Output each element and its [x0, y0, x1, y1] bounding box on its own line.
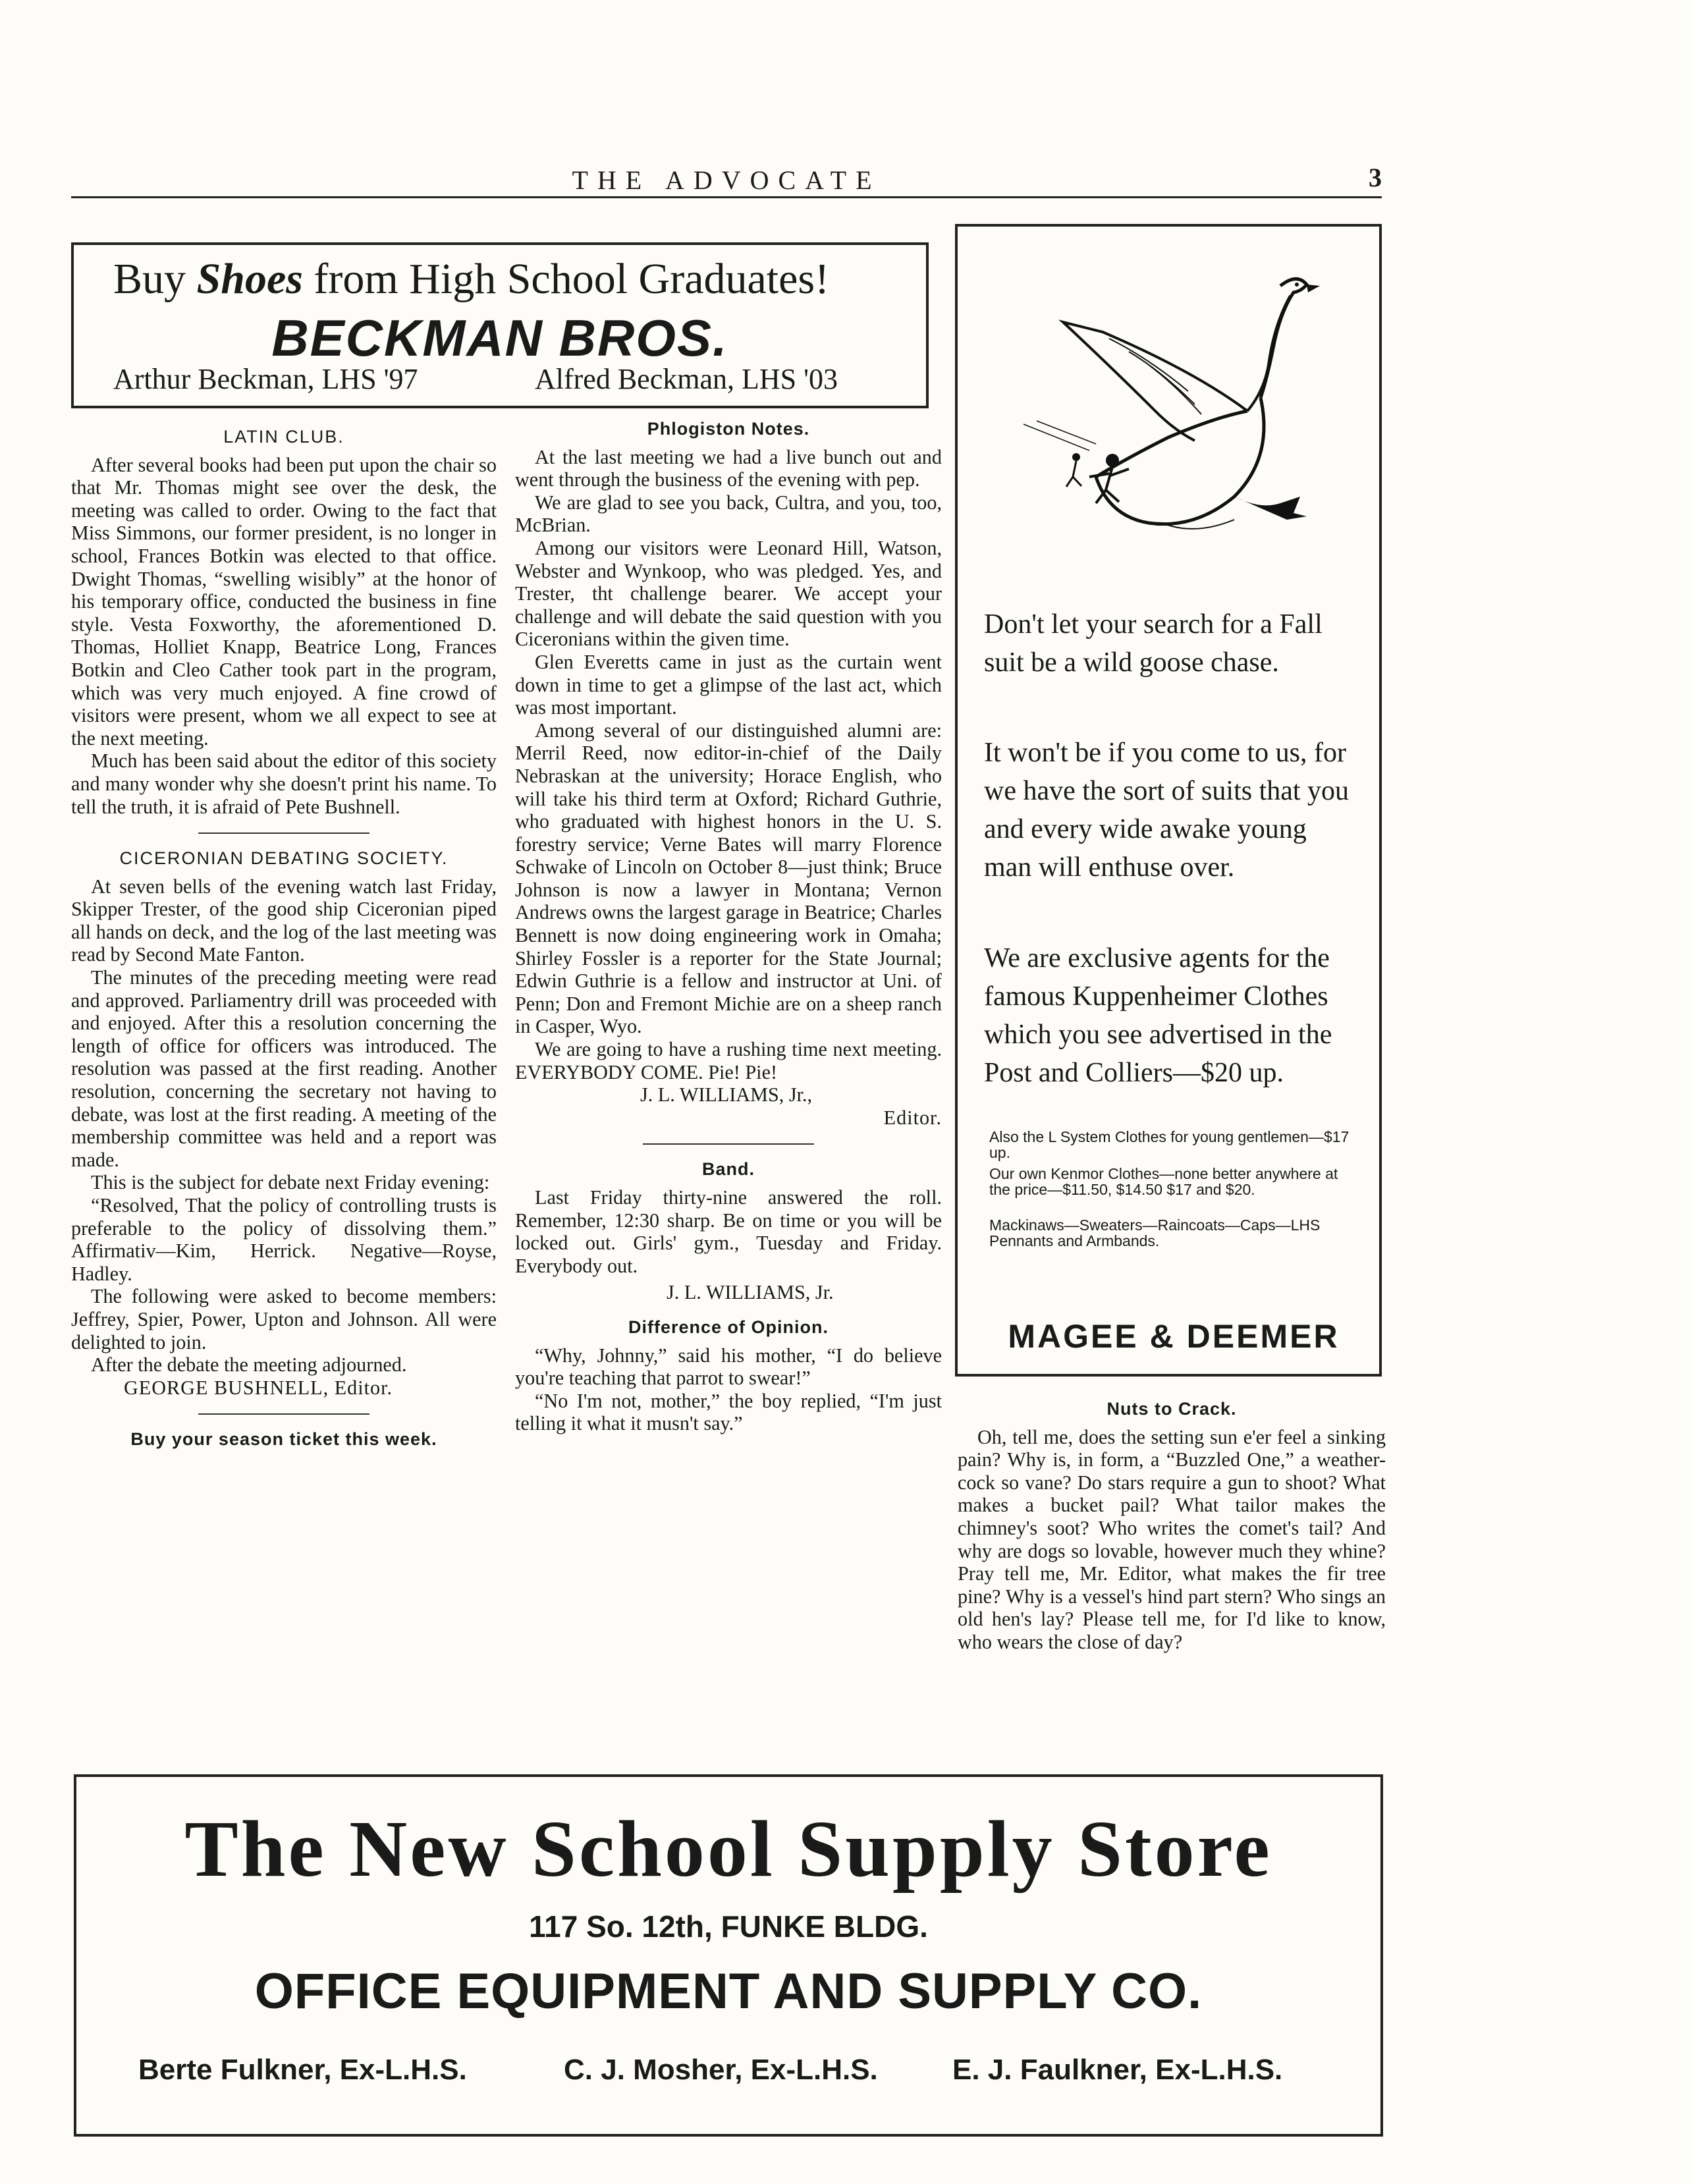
headline-pre: Buy: [113, 255, 197, 303]
section-divider: [643, 1143, 814, 1145]
partner-faulkner: E. J. Faulkner, Ex-L.H.S.: [952, 2054, 1283, 2086]
running-head: [71, 165, 1382, 198]
column-right: [958, 1398, 1386, 1654]
supply-store-name: The New School Supply Store: [184, 1805, 1272, 1894]
ciceronian-paragraph: This is the subject for debate next Friday evening:: [91, 1171, 490, 1194]
latin-club-paragraph: Much has been said about the editor of this society and many wonder why she doesn't print his name. To tell the truth, it is afraid of Pete Bushnell.: [71, 750, 497, 818]
band-heading: Band.: [701, 1159, 755, 1180]
ciceronian-paragraph: At seven bells of the evening watch last Friday, Skipper Trester, of the good ship Ciceronian piped all hands on deck, and the log of the last meeting was read by Second Mate Fanton.: [71, 875, 497, 966]
band-signature: J. L. WILLIAMS, Jr.: [667, 1281, 834, 1304]
masthead: THE ADVOCATE: [572, 165, 881, 195]
beckman-headline: [113, 254, 829, 304]
goose-ad-kenmor: Our own Kenmor Clothes—none better anywhere at the price—$11.50, $14.50 $17 and $20.: [989, 1165, 1338, 1198]
beckman-owner-alfred: Alfred Beckman, LHS '03: [535, 363, 838, 395]
phlogiston-paragraph: Glen Everetts came in just as the curtain went down in time to get a glimpse of the last act, which was most important.: [515, 650, 942, 719]
supply-store-address: 117 So. 12th, FUNKE BLDG.: [529, 1909, 928, 1944]
beckman-owner-arthur: Arthur Beckman, LHS '97: [113, 363, 418, 395]
magee-deemer-name: MAGEE & DEEMER: [1008, 1318, 1340, 1355]
ciceronian-signature: GEORGE BUSHNELL, Editor.: [124, 1376, 393, 1399]
ciceronian-paragraph: The minutes of the preceding meeting were read and approved. Parliamentry drill was proceeded with and enjoyed. After this a resolution concerning the length of office for officers was introduced. The resolution was passed at the first reading. Another resolution, concerning the secretary not having to debate, was lost at the first reading. A meeting of the membership committee was held and a report was made.: [71, 966, 497, 1171]
difference-paragraph: “Why, Johnny,” said his mother, “I do believe you're teaching that parrot to swear!”: [515, 1344, 942, 1390]
phlogiston-signature-title: Editor.: [883, 1106, 942, 1129]
latin-club-paragraph: After several books had been put upon the chair so that Mr. Thomas might see over the desk, the meeting was called to order. Owing to the fact that Miss Simmons, our former president, is no longer in school, Frances Botkin was elected to that office. Dwight Thomas, “swelling wisibly” at the honor of his temporary office, conducted the business in fine style. Vesta Foxworthy, the aforementioned D. Thomas, Holliet Knapp, Beatrice Long, Frances Botkin and Cleo Cather took part in the program, which was very much enjoyed. A fine crowd of visitors were present, whom we all expect to see at the next meeting.: [71, 453, 497, 750]
ticket-notice: Buy your season ticket this week.: [130, 1429, 437, 1450]
goose-ad-suits: It won't be if you come to us, for we have the sort of suits that you and every wide awake young man will enthuse over.: [984, 738, 1350, 883]
difference-heading: Difference of Opinion.: [628, 1317, 829, 1337]
ciceronian-paragraph: After the debate the meeting adjourned.: [91, 1353, 407, 1377]
goose-chase-illustration: [997, 259, 1340, 562]
section-divider: [198, 1413, 369, 1415]
magee-deemer-ad: [955, 224, 1382, 1377]
nuts-paragraph: Oh, tell me, does the setting sun e'er feel a sinking pain? Why is, in form, a “Buzzled One,” a weather-cock so vane? Do stars require a gun to shoot? What makes a bucket pail? What tailor makes the chimney's soot? Who writes the comet's tail? And why are dogs so lovable, however much they whine? Pray tell me, Mr. Editor, what makes the fir tree pine? Why is a vessel's hind part stern? Who sings an old hen's lay? Please tell me, for I'd like to know, who wears the close of day?: [958, 1425, 1386, 1653]
goose-ad-l-system: Also the L System Clothes for young gentlemen—$17 up.: [989, 1128, 1350, 1161]
beckman-store-name: BECKMAN BROS.: [271, 309, 728, 367]
headline-shoes: Shoes: [196, 255, 303, 303]
section-divider: [198, 833, 369, 834]
phlogiston-paragraph: We are glad to see you back, Cultra, and you, too, McBrian.: [515, 491, 942, 537]
phlogiston-paragraph: Among our visitors were Leonard Hill, Watson, Webster and Wynkoop, who was pledged. Yes, and Trester, tht challenge bearer. We accept your challenge and will debate the said question with you Ciceronians within the given time.: [515, 536, 942, 651]
ciceronian-heading: CICERONIAN DEBATING SOCIETY.: [119, 848, 449, 869]
nuts-heading: Nuts to Crack.: [1106, 1399, 1237, 1419]
ciceronian-paragraph: “Resolved, That the policy of controlling trusts is preferable to the policy of dissolving them.” Affirmativ—Kim, Herrick. Negative—Royse, Hadley.: [71, 1194, 497, 1285]
phlogiston-signature: J. L. WILLIAMS, Jr.,: [640, 1083, 813, 1106]
band-paragraph: Last Friday thirty-nine answered the roll. Remember, 12:30 sharp. Be on time or you will be locked out. Girls' gym., Tuesday and Friday. Everybody out.: [515, 1186, 942, 1277]
phlogiston-paragraph: At the last meeting we had a live bunch out and went through the business of the evening with pep.: [515, 445, 942, 491]
goose-ad-intro: Don't let your search for a Fall suit be a wild goose chase.: [984, 609, 1323, 678]
ciceronian-paragraph: The following were asked to become members: Jeffrey, Spier, Power, Upton and Johnson. All were delighted to join.: [71, 1285, 497, 1353]
page-number: 3: [1369, 163, 1382, 192]
partner-mosher: C. J. Mosher, Ex-L.H.S.: [564, 2054, 878, 2086]
phlogiston-paragraph: Among several of our distinguished alumni are: Merril Reed, now editor-in-chief of the Daily Nebraskan at the university; Horace English, who will take his third term at Oxford; Richard Guthrie, who graduated with highest honors in the U. S. forestry service; Verne Bates will marry Florence Schwake of Lincoln on October 8—just think; Bruce Johnson is now a lawyer in Montana; Vernon Andrews owns the largest garage in Beatrice; Charles Bennett is now doing engineering work in Omaha; Shirley Fossler is a reporter for the State Journal; Edwin Guthrie is a fellow and instructor at Uni. of Penn; Don and Fremont Michie are on a sheep ranch in Casper, Wyo.: [515, 719, 942, 1038]
goose-ad-kuppenheimer: We are exclusive agents for the famous Kuppenheimer Clothes which you see advertised in the Post and Colliers—$20 up.: [984, 943, 1332, 1088]
beckman-bros-ad: [71, 242, 929, 408]
column-left: [71, 425, 497, 1456]
headline-post: from High School Graduates!: [302, 255, 830, 303]
school-supply-store-ad: [74, 1774, 1383, 2137]
goose-ad-mackinaws: Mackinaws—Sweaters—Raincoats—Caps—LHS Pennants and Armbands.: [989, 1216, 1321, 1249]
difference-paragraph: “No I'm not, mother,” the boy replied, “I'm just telling it what it musn't say.”: [515, 1389, 942, 1435]
phlogiston-paragraph: We are going to have a rushing time next meeting. EVERYBODY COME. Pie! Pie!: [515, 1038, 942, 1083]
phlogiston-heading: Phlogiston Notes.: [647, 419, 810, 439]
latin-club-heading: LATIN CLUB.: [223, 427, 344, 447]
partner-fulkner: Berte Fulkner, Ex-L.H.S.: [138, 2054, 467, 2086]
column-middle: [515, 418, 942, 1435]
supply-company-name: OFFICE EQUIPMENT AND SUPPLY CO.: [254, 1963, 1203, 2019]
